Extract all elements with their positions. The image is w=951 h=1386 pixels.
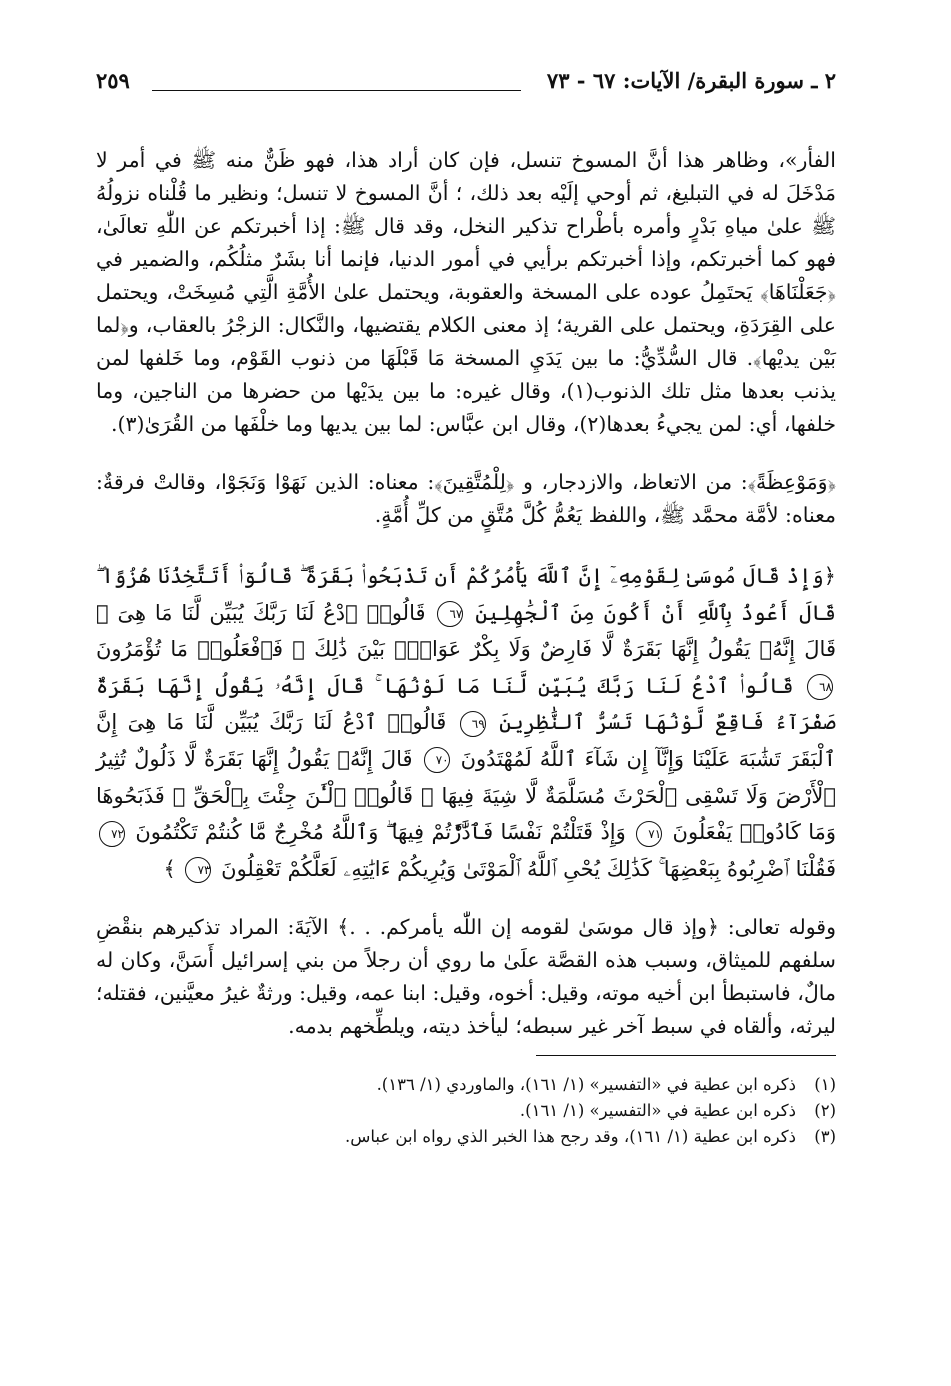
verse-text: قَالُوا۟ ٱدْعُ لَنَا رَبَّكَ يُبَيِّن لَّنَا مَا هِىَ ۚ قَالَ إِنَّهُۥ يَقُولُ إِنَّهَا بَقَرَةٌ لَّا فَارِضٌ وَلَا بِكْرٌ عَوَانٌۢ بَيْنَ ذَٰلِكَ ۖ فَٱفْعَلُوا۟ مَا تُؤْمَرُونَ: [96, 600, 836, 662]
ayah-marker: ٧٣: [185, 857, 211, 883]
ayah-marker: ٦٩: [460, 711, 486, 737]
verse-text: قَالَ إِنَّهُۥ يَقُولُ إِنَّهَا بَقَرَةٌ لَّا ذَلُولٌ تُثِيرُ ٱلْأَرْضَ وَلَا تَسْقِى ٱلْحَرْثَ مُسَلَّمَةٌ لَّا شِيَةَ فِيهَا ۚ قَالُوا۟ ٱلْـَٰٔنَ جِئْتَ بِٱلْحَقِّ ۚ فَذَبَحُوهَا وَمَا كَادُوا۟ يَفْعَلُونَ: [96, 746, 836, 845]
ayah-marker: ٦٨: [807, 674, 833, 700]
commentary-paragraph-1: الفأر»، وظاهر هذا أنَّ المسوخ تنسل، فإن كان أراد هذا، فهو ظَنٌّ منه ﷺ في أمر لا مَدْخَلَ له في التبليغ، ثم أوحي إلَيْه بعد ذلك، ؛ أنَّ المسوخ لا تنسل؛ ونظير ما قُلْناه نزولُهُ ﷺ علىٰ مياهِ بَدْرٍ وأمره بأطْراح تذكير النخل، وقد قال ﷺ: إذا أخبرتكم عن اللّٰهِ تعالَىٰ، فهو كما أخبرتكم، وإذا أخبرتكم برأيي في أمور الدنيا، فإنما أنا بشَرٌ مثلُكُم، والضمير في ﴿جَعَلْنَاهَا﴾ يَحتَمِلُ عوده على المسخة والعقوبة، ويحتمل علىٰ الأُمَّةِ الَّتِي مُسِخَتْ، ويحتمل على القِرَدَةِ، ويحتمل على القرية؛ إذ معنى الكلام يقتضيها، والنَّكال: الزجْرُ بالعقاب، و﴿لما بَيْن يديْها﴾. قال السُّدِّيُّ: ما بين يَدَيِ المسخة مَا قَبْلَهَا من ذنوب القَوْم، وما خَلفها لمن يذنب بعدها مثل تلك الذنوب(١)، وقال غيره: ما بين يدَيْها من حضرها من الناجين، وما خلفها، أي: لمن يجيءُ بعدها(٢)، وقال ابن عبَّاس: لما بين يديها وما خلْفَها من القُرَىٰ(٣).: [96, 148, 836, 436]
footnote: [96, 1124, 836, 1150]
verse-text: قَالُوا۟ ٱدْعُ لَنَا رَبَّكَ يُبَيِّن لَّنَا مَا هِىَ إِنَّ ٱلْبَقَرَ تَشَٰبَهَ عَلَيْنَا وَإِنَّآ إِن شَآءَ ٱللَّهُ لَمُهْتَدُونَ: [96, 710, 836, 771]
footnote: [96, 1072, 836, 1098]
footnote-number: (٢): [814, 1101, 836, 1121]
commentary-paragraph-2: ﴿وَمَوْعِظَةً﴾: من الاتعاظ، والازدجار، و ﴿لِلْمُتَّقِينَ﴾: معناه: الذين نَهَوْا وَنَجَوْا، وقالتْ فرقةٌ: معناه: لأمَّة محمَّد ﷺ، واللفظ يَعُمُّ كُلَّ مُتَّقٍ من كلِّ أُمَّةٍ.: [96, 470, 836, 527]
footnote-text: ذكره ابن عطية في «التفسير» (١/ ١٦١)، والماوردي (١/ ١٣٦).: [376, 1075, 796, 1095]
footnote-separator: [536, 1055, 836, 1056]
commentary-paragraph-3: وقوله تعالى: ﴿وإذ قال موسَىٰ لقومه إن اللّٰه يأمركم. . .﴾ الآيَةَ: المراد تذكيرهم بنقْضِ سلفهم للميثاق، وسبب هذه القصَّة علَىٰ ما روي أن رجلاً من بني إسرائيل أَسَنَّ، وكان له مالٌ، فاستبطأ ابن أخيه موته، وقيل: أخوه، وقيل: ابنا عمه، وقيل: ورثةٌ غيرُ معيَّنين، فقتله؛ ليرثه، وألقاه في سبط آخر غير سبطه؛ ليأخذ ديته، ويلطِّخهم بدمه.: [96, 915, 836, 1039]
footnote-text: ذكره ابن عطية (١/ ١٦١)، وقد رجح هذا الخبر الذي رواه ابن عباس.: [344, 1127, 796, 1147]
verse-text: وَإِذْ قَتَلْتُمْ نَفْسًا فَٱدَّٰرَْٰٔتُمْ فِيهَا ۖ وَٱللَّهُ مُخْرِجٌ مَّا كُنتُمْ تَكْتُمُونَ: [135, 820, 626, 845]
footnote-number: (١): [814, 1075, 836, 1095]
header-rule: [152, 90, 521, 91]
ayah-marker: ٧٠: [424, 747, 450, 773]
footnote-number: (٣): [814, 1127, 836, 1147]
footnotes: [96, 1072, 836, 1150]
running-title: ٢ ـ سورة البقرة/ الآيات: ٦٧ - ٧٣: [546, 68, 836, 93]
ayah-marker: ٦٧: [437, 601, 463, 627]
verse-text: ﴿وَإِذْ قَالَ مُوسَىٰ لِقَوْمِهِۦٓ إِنَّ ٱللَّهَ يَأْمُرُكُمْ أَن تَذْبَحُوا۟ بَقَرَةً ۖ قَالُوٓا۟ أَتَتَّخِذُنَا هُزُوًا ۖ قَالَ أَعُوذُ بِٱللَّهِ أَنْ أَكُونَ مِنَ ٱلْجَٰهِلِينَ: [96, 564, 836, 625]
running-header: [96, 62, 836, 102]
verse-text: قَالُوا۟ ٱدْعُ لَنَا رَبَّكَ يُبَيِّن لَّنَا مَا لَوْنُهَا ۚ قَالَ إِنَّهُۥ يَقُولُ إِنَّهَا بَقَرَةٌ صَفْرَآءُ فَاقِعٌ لَّوْنُهَا تَسُرُّ ٱلنَّٰظِرِينَ: [96, 673, 836, 735]
ayah-marker: ٧٢: [99, 821, 125, 847]
page: [96, 62, 836, 1150]
quran-verses-block: [96, 558, 836, 887]
verse-text: فَقُلْنَا ٱضْرِبُوهُ بِبَعْضِهَا ۚ كَذَٰلِكَ يُحْىِ ٱللَّهُ ٱلْمَوْتَىٰ وَيُرِيكُمْ ءَايَٰتِهِۦ لَعَلَّكُمْ تَعْقِلُونَ: [221, 856, 836, 881]
verse-closing-bracket: ﴾: [163, 856, 176, 881]
footnote: [96, 1098, 836, 1124]
footnote-text: ذكره ابن عطية في «التفسير» (١/ ١٦١).: [519, 1101, 796, 1121]
ayah-marker: ٧١: [636, 821, 662, 847]
page-number: ٢٥٩: [96, 68, 130, 93]
